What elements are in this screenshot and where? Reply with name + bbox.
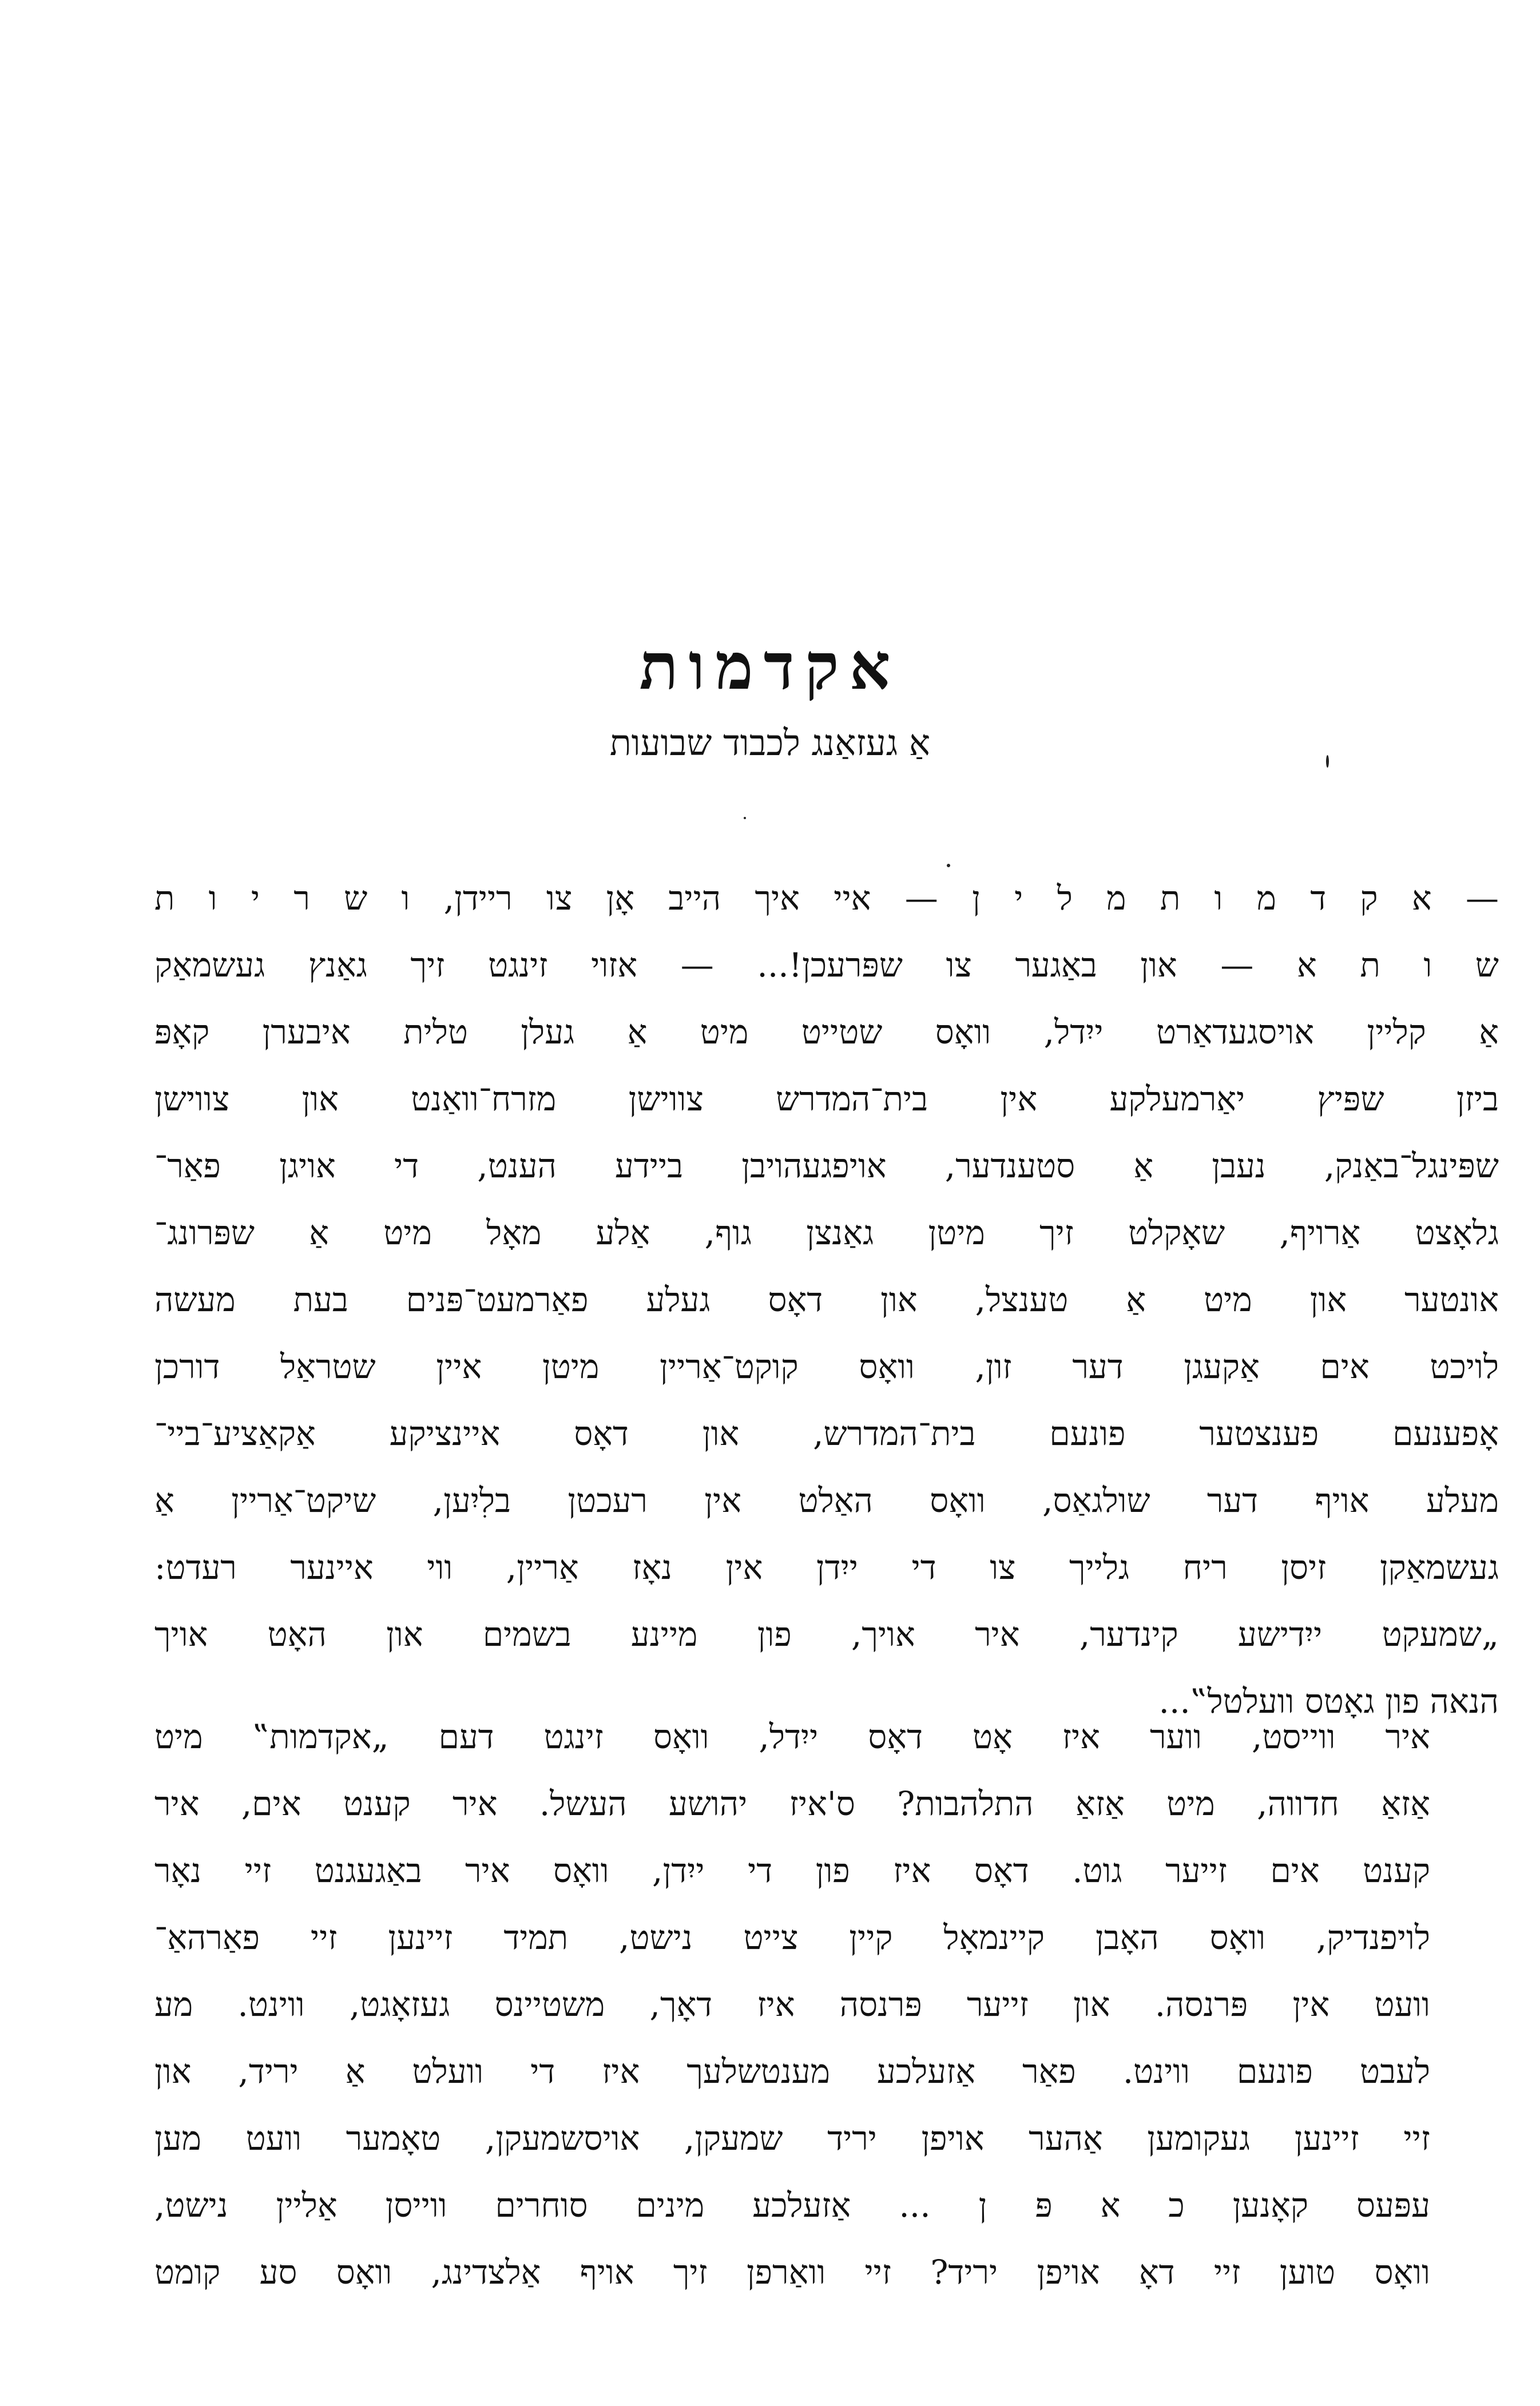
text-line: הנאה פון גאָטס וועלטל‟... (1158, 1682, 1499, 1721)
text-line: אונטער און מיט אַ טענצל, און דאָס געלע פאַרמעט־פּנים בעת מעשה (154, 1280, 1499, 1319)
text-line: — א ק ד מ ו ת מ ל י ן — איי איך הייב אָן צו ריידן, ו ש ר י ו ת (154, 879, 1499, 918)
text-line: עפּעס קאָנען כ א פּ ן ... אַזעלכע מינים סוחרים ווייסן אַליין נישט, (154, 2186, 1430, 2225)
paragraph-1 (154, 865, 1499, 1735)
text-line: „שמעקט ייִדישע קינדער, איר אויך, פון מיינע בשמים און האָט אויך (154, 1615, 1499, 1654)
text-line: אַזאַ חדווה, מיט אַזאַ התלהבות? ס'איז יהושע העשל. איר קענט אים, איר (154, 1784, 1431, 1823)
text-line: לויכט אים אַקעגן דער זון, וואָס קוקט־אַריין מיטן איין שטראַל דורכן (154, 1347, 1499, 1386)
chapter-subtitle: אַ געזאַנג לכבוד שבועות (609, 722, 931, 764)
text-line: מעלע אויף דער שולגאַס, וואָס האַלט אין רעכטן בלִיִען, שיקט־אַריין אַ (154, 1481, 1499, 1520)
text-line: זיי זיינען געקומען אַהער אויפן יריד שמעקן, אויסשמעקן, טאָמער וועט מען (154, 2119, 1430, 2158)
text-line: לעבט פונעם ווינט. פאַר אַזעלכע מענטשלעך איז די וועלט אַ יריד, און (154, 2052, 1430, 2091)
scan-speck (744, 817, 746, 819)
scan-speck (947, 864, 950, 867)
text-line: שפּינגל־באַנק, נעבן אַ סטענדער, אויפגעהויבן ביידע הענט, די אויגן פאַר־ (154, 1146, 1499, 1185)
text-line: וואָס טוען זיי דאָ אויפן יריד? זיי וואַרפן זיך אויף אַלצדינג, וואָס סע קומט (154, 2253, 1430, 2292)
text-line: אָפענעם פענצטער פונעם בית־המדרש, און דאָס איינציקע אַקאַציע־ביי־ (154, 1414, 1499, 1453)
text-line: ש ו ת א — און באַגער צו שפּרעכן!... — אזוי זינגט זיך גאַנץ געשמאַק (154, 946, 1499, 984)
text-line: איר ווייסט, ווער איז אָט דאָס ייִדל, וואָס זינגט דעם „אקדמות‟ מיט (154, 1717, 1430, 1756)
chapter-title: אקדמות (639, 629, 901, 704)
text-line: לויפנדיק, וואָס האָבן קיינמאָל קיין צייט נישט, תמיד זיינען זיי פאַרהאַ־ (154, 1918, 1430, 1957)
text-line: געשמאַקן זיסן ריח גלייך צו די ייִדן אין נאָז אַריין, ווי איינער רעדט: (154, 1548, 1499, 1587)
text-line: גלאָצט אַרויף, שאָקלט זיך מיטן גאַנצן גוף, אַלע מאָל מיט אַ שפּרונג־ (154, 1213, 1499, 1252)
text-line: ביזן שפּיץ יאַרמעלקע אין בית־המדרש צווישן מזרח־וואַנט און צווישן (154, 1079, 1499, 1118)
text-line: אַ קליין אויסגעדאַרט ייִדל, וואָס שטייט מיט אַ געלן טלית איבערן קאָפּ (154, 1013, 1499, 1051)
text-line: קענט אים זייער גוט. דאָס איז פון די ייִדן, וואָס איר באַגעגנט זיי נאָר (154, 1851, 1430, 1890)
paragraph-2 (154, 1704, 1499, 2306)
scan-speck (1326, 755, 1329, 768)
text-line: וועט אין פּרנסה. און זייער פּרנסה איז דאָך, משטיינס געזאָגט, ווינט. מע (154, 1985, 1430, 2024)
